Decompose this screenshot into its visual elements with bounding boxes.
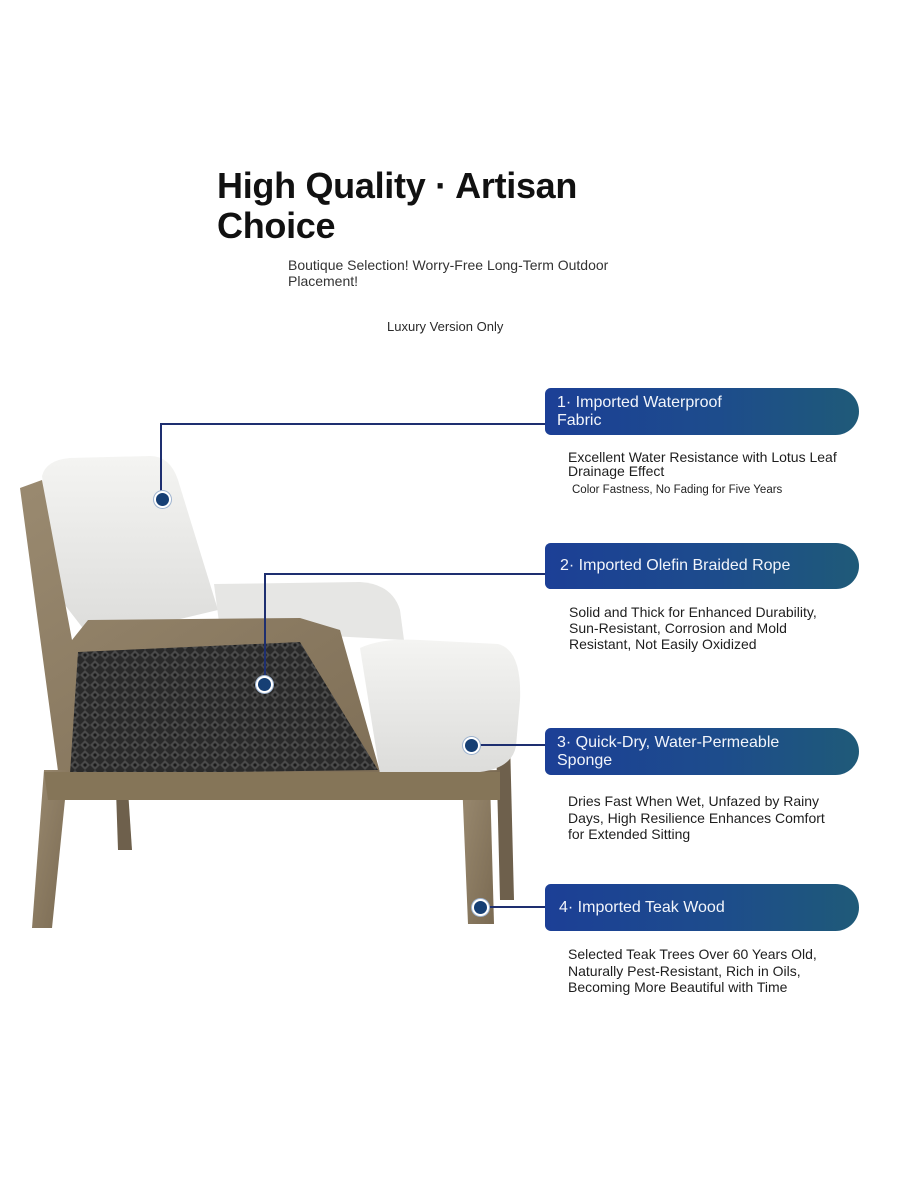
feature-label-text: 4· Imported Teak Wood	[559, 898, 725, 916]
marker-dot-2	[256, 676, 273, 693]
feature-label-4	[545, 884, 859, 931]
connector-line-3-horizontal	[478, 744, 548, 746]
marker-dot-4	[472, 899, 489, 916]
page-subtitle: Boutique Selection! Worry-Free Long-Term Outdoor Placement!	[288, 257, 609, 289]
feature-label-text: 1· Imported Waterproof Fabric	[557, 393, 722, 429]
feature-label-2	[545, 543, 859, 589]
feature-label-text: 2· Imported Olefin Braided Rope	[560, 557, 791, 574]
feature-description-2: Solid and Thick for Enhanced Durability, Sun-Resistant, Corrosion and Mold Resistant, Not Easily Oxidized	[569, 604, 817, 652]
feature-description-3: Dries Fast When Wet, Unfazed by Rainy Days, High Resilience Enhances Comfort for Extended Sitting	[568, 793, 825, 842]
feature-label-text: 3· Quick-Dry, Water-Permeable Sponge	[557, 733, 780, 769]
marker-dot-1	[154, 491, 171, 508]
connector-line-1-horizontal	[160, 423, 548, 425]
connector-line-2-horizontal	[264, 573, 548, 575]
feature-note-1: Color Fastness, No Fading for Five Years	[572, 484, 783, 496]
feature-label-3	[545, 728, 859, 775]
chair-illustration	[0, 440, 540, 950]
connector-line-2-vertical	[264, 573, 266, 685]
version-tag: Luxury Version Only	[387, 319, 504, 334]
connector-line-4-horizontal	[486, 906, 548, 908]
feature-label-1	[545, 388, 859, 435]
page-title: High Quality · Artisan Choice	[217, 165, 578, 246]
marker-dot-3	[463, 737, 480, 754]
connector-line-1-vertical	[160, 423, 162, 499]
feature-description-4: Selected Teak Trees Over 60 Years Old, Naturally Pest-Resistant, Rich in Oils, Becoming More Beautiful with Time	[568, 946, 817, 995]
feature-description-1: Excellent Water Resistance with Lotus Leaf Drainage Effect	[568, 449, 837, 479]
